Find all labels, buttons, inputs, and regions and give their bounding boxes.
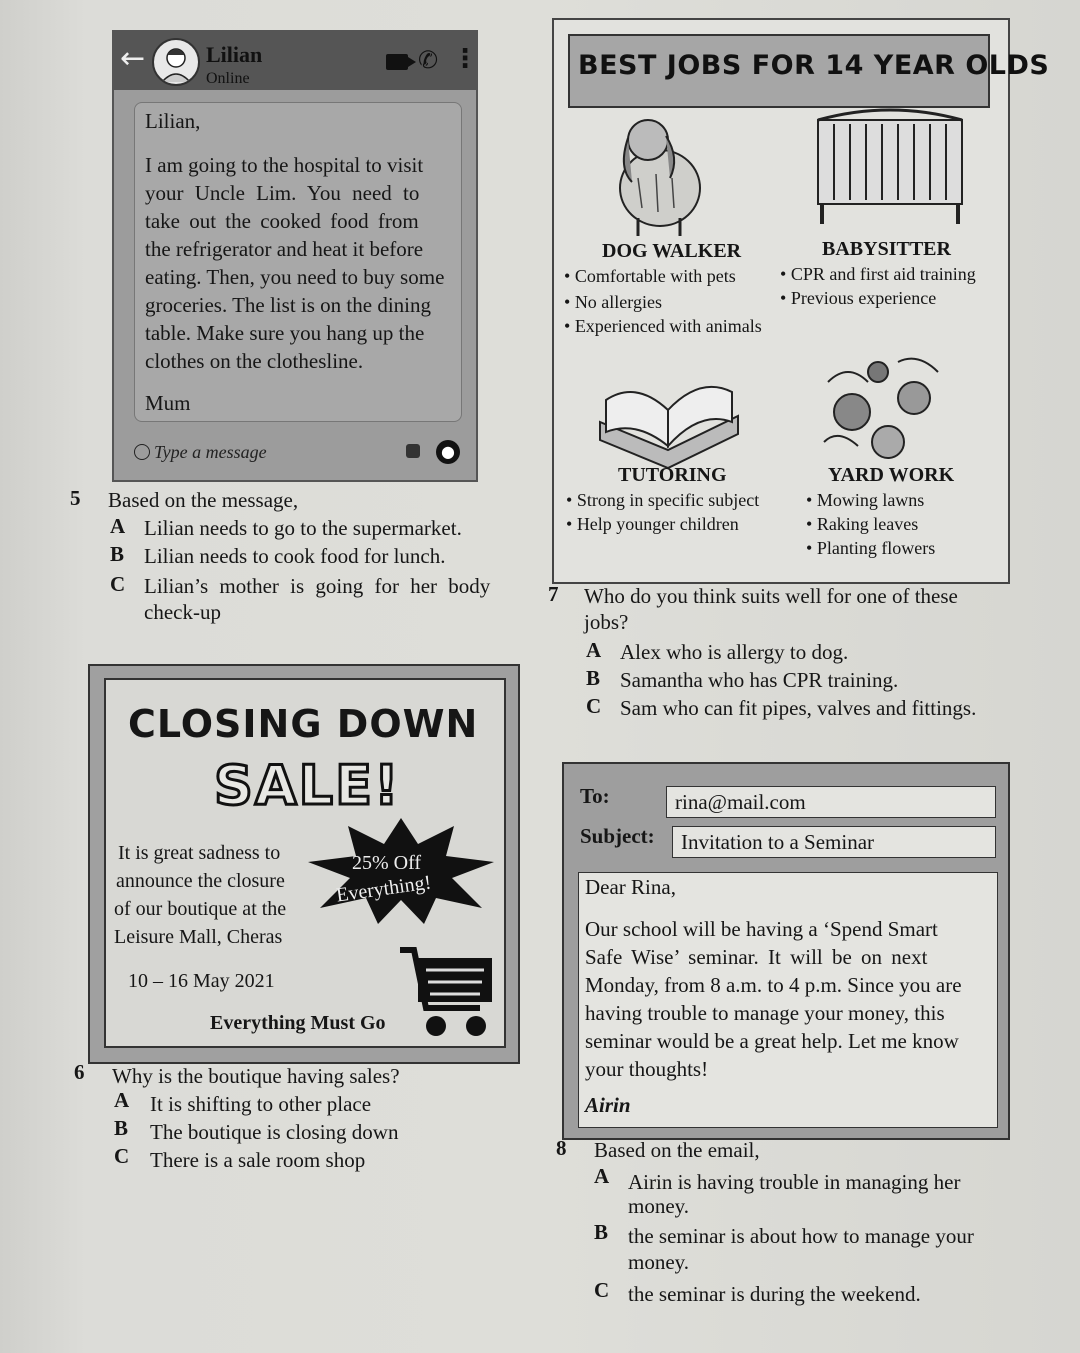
back-arrow-icon[interactable]: ← xyxy=(120,41,146,76)
option-letter: B xyxy=(594,1220,609,1244)
option-text[interactable]: Alex who is allergy to dog. xyxy=(620,640,849,664)
job-heading: DOG WALKER xyxy=(602,240,742,262)
sale-dates: 10 – 16 May 2021 xyxy=(128,970,275,992)
sale-text-line: announce the closure xyxy=(116,870,285,892)
question-number: 7 xyxy=(548,582,559,606)
job-heading: BABYSITTER xyxy=(822,238,951,260)
message-line: table. Make sure you hang up the xyxy=(145,321,425,345)
question-stem: Based on the message, xyxy=(108,488,299,512)
job-requirement: • Help younger children xyxy=(566,514,739,534)
option-text[interactable]: There is a sale room shop xyxy=(150,1148,366,1172)
option-text-cont: check-up xyxy=(144,600,221,624)
subject-label: Subject: xyxy=(580,824,655,848)
email-line: having trouble to manage your money, this xyxy=(585,1001,945,1025)
question-stem: Based on the email, xyxy=(594,1138,760,1162)
option-text[interactable]: It is shifting to other place xyxy=(150,1092,372,1116)
discount-line2: Everything! xyxy=(334,871,433,907)
option-letter: C xyxy=(594,1278,610,1302)
message-line: I am going to the hospital to visit xyxy=(145,153,424,177)
email-window xyxy=(562,762,1010,1140)
email-line: seminar would be a great help. Let me know xyxy=(585,1029,959,1053)
emoji-icon[interactable] xyxy=(134,444,150,460)
discount-line1: 25% Off xyxy=(352,852,422,874)
message-placeholder: Type a message xyxy=(154,442,267,462)
option-letter: C xyxy=(586,694,602,718)
chat-screen xyxy=(112,30,478,482)
sale-text-line: It is great sadness to xyxy=(118,842,281,864)
jobs-title-box xyxy=(568,34,1050,108)
message-bubble xyxy=(134,102,462,422)
shopping-cart-icon xyxy=(396,942,496,1042)
option-letter: B xyxy=(586,666,601,690)
contact-name: Lilian xyxy=(206,42,263,67)
avatar xyxy=(152,38,200,86)
option-text[interactable]: Lilian needs to cook food for lunch. xyxy=(144,544,446,568)
option-letter: B xyxy=(110,542,125,566)
sale-title: CLOSING DOWN xyxy=(128,702,479,746)
crib-icon xyxy=(812,100,968,228)
message-line: clothes on the clothesline. xyxy=(145,349,364,373)
option-text-cont: money. xyxy=(628,1250,690,1274)
dog-icon xyxy=(608,108,712,238)
contact-status: Online xyxy=(206,70,250,87)
sale-text-line: Leisure Mall, Cheras xyxy=(114,926,283,948)
email-line: Monday, from 8 a.m. to 4 p.m. Since you are xyxy=(585,973,962,997)
question-stem-cont: jobs? xyxy=(584,610,629,634)
message-input[interactable] xyxy=(134,436,454,468)
question-stem: Who do you think suits well for one of these xyxy=(584,584,958,608)
attach-icon[interactable] xyxy=(406,444,420,458)
option-text[interactable]: Airin is having trouble in managing her xyxy=(628,1170,961,1194)
question-stem: Why is the boutique having sales? xyxy=(112,1064,400,1088)
option-letter: C xyxy=(110,572,126,596)
job-requirement: • Previous experience xyxy=(780,288,937,308)
message-line: eating. Then, you need to buy some xyxy=(145,265,445,289)
sale-poster xyxy=(88,664,520,1064)
question-number: 6 xyxy=(74,1060,85,1084)
sale-footer: Everything Must Go xyxy=(210,1012,386,1034)
chat-header xyxy=(114,32,476,90)
option-letter: A xyxy=(110,514,126,538)
email-line: your thoughts! xyxy=(585,1057,709,1081)
sale-text-line: of our boutique at the xyxy=(114,898,287,920)
job-requirement: • Comfortable with pets xyxy=(564,266,736,286)
job-requirement: • No allergies xyxy=(564,292,662,312)
more-options-icon[interactable]: ⋮ xyxy=(452,44,478,74)
jobs-title: BEST JOBS FOR 14 YEAR OLDS xyxy=(578,50,1050,81)
sale-big-text: SALE! xyxy=(214,754,401,817)
message-line: your Uncle Lim. You need to xyxy=(145,181,420,205)
to-label: To: xyxy=(580,784,610,808)
option-letter: A xyxy=(586,638,602,662)
email-line: Our school will be having a ‘Spend Smart xyxy=(585,917,938,941)
option-text[interactable]: Samantha who has CPR training. xyxy=(620,668,899,692)
job-heading: TUTORING xyxy=(618,464,727,486)
option-letter: B xyxy=(114,1116,129,1140)
subject-field[interactable]: Invitation to a Seminar xyxy=(672,826,996,858)
option-letter: A xyxy=(594,1164,610,1188)
to-field[interactable]: rina@mail.com xyxy=(666,786,996,818)
job-requirement: • CPR and first aid training xyxy=(780,264,976,284)
send-icon[interactable]: ● xyxy=(436,440,460,464)
option-text[interactable]: the seminar is during the weekend. xyxy=(628,1282,921,1306)
question-number: 5 xyxy=(70,486,81,510)
job-requirement: • Experienced with animals xyxy=(564,316,762,336)
flowers-icon xyxy=(818,342,948,470)
option-text[interactable]: Lilian’s mother is going for her body xyxy=(144,574,491,598)
email-line: Safe Wise’ seminar. It will be on next xyxy=(585,945,928,969)
job-requirement: • Planting flowers xyxy=(806,538,936,558)
book-icon xyxy=(596,360,742,470)
message-line: groceries. The list is on the dining xyxy=(145,293,431,317)
message-line: Lilian, xyxy=(145,109,201,133)
video-call-icon[interactable] xyxy=(386,54,408,70)
job-requirement: • Mowing lawns xyxy=(806,490,925,510)
email-body[interactable] xyxy=(578,872,998,1128)
option-text[interactable]: the seminar is about how to manage your xyxy=(628,1224,974,1248)
email-greeting: Dear Rina, xyxy=(585,875,676,899)
job-requirement: • Raking leaves xyxy=(806,514,919,534)
message-line: the refrigerator and heat it before xyxy=(145,237,424,261)
phone-icon[interactable]: ✆ xyxy=(418,46,439,74)
option-text[interactable]: Sam who can fit pipes, valves and fittings. xyxy=(620,696,977,720)
jobs-poster xyxy=(552,18,1050,584)
option-text[interactable]: Lilian needs to go to the supermarket. xyxy=(144,516,462,540)
email-signature: Airin xyxy=(585,1093,631,1117)
question-number: 8 xyxy=(556,1136,567,1160)
option-letter: C xyxy=(114,1144,130,1168)
option-text-cont: money. xyxy=(628,1194,690,1218)
option-letter: A xyxy=(114,1088,130,1112)
job-heading: YARD WORK xyxy=(828,464,955,486)
option-text[interactable]: The boutique is closing down xyxy=(150,1120,399,1144)
sale-poster-inner xyxy=(104,678,506,1048)
message-line: take out the cooked food from xyxy=(145,209,419,233)
message-signature: Mum xyxy=(145,391,191,415)
job-requirement: • Strong in specific subject xyxy=(566,490,760,510)
